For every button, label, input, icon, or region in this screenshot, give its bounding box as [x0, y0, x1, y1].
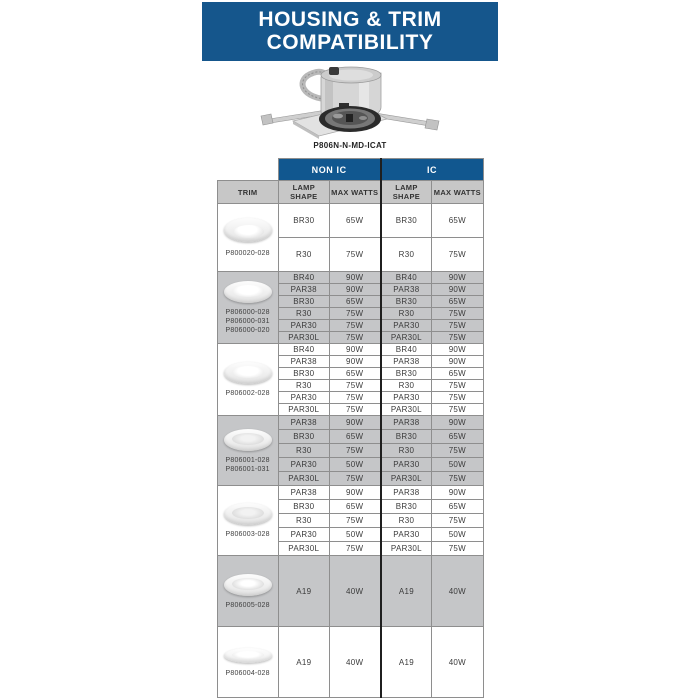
max-watts-cell: 75W — [432, 320, 483, 332]
lamp-shape-cell: PAR30L — [278, 404, 329, 416]
trim-code: P806001-031 — [225, 465, 270, 473]
max-watts-cell: 75W — [432, 542, 483, 556]
lamp-shape-cell: BR30 — [278, 430, 329, 444]
trim-section — [217, 204, 483, 272]
max-watts-cell: 75W — [432, 238, 483, 272]
lamp-shape-cell: BR40 — [381, 272, 432, 284]
max-watts-cell: 75W — [432, 380, 483, 392]
trim-baffle-image — [223, 428, 273, 452]
lamp-shape-cell: PAR30L — [381, 472, 432, 486]
max-watts-cell: 75W — [432, 404, 483, 416]
max-watts-cell: 65W — [329, 204, 380, 238]
lamp-shape-cell: A19 — [278, 556, 329, 627]
table-head — [217, 159, 483, 204]
trim-section — [217, 627, 483, 698]
lamp-shape-cell: BR30 — [278, 296, 329, 308]
max-watts-cell: 50W — [329, 458, 380, 472]
trim-section — [217, 344, 483, 416]
column-header-max-watts: MAX WATTS — [329, 181, 380, 204]
max-watts-cell: 75W — [329, 320, 380, 332]
max-watts-cell: 40W — [329, 627, 380, 698]
max-watts-cell: 50W — [432, 458, 483, 472]
max-watts-cell: 90W — [329, 272, 380, 284]
trim-cell — [217, 204, 278, 272]
trim-inner-cone — [232, 578, 264, 590]
trim-section — [217, 272, 483, 344]
lamp-shape-cell: PAR38 — [278, 486, 329, 500]
lamp-shape-cell: BR40 — [381, 344, 432, 356]
lamp-shape-cell: PAR30 — [381, 458, 432, 472]
table-row — [217, 416, 483, 430]
trim-code: P806003-028 — [225, 531, 270, 538]
max-watts-cell: 90W — [432, 356, 483, 368]
trim-code: P806005-028 — [225, 601, 270, 609]
table-corner-blank — [217, 159, 278, 181]
lamp-shape-cell: PAR30L — [278, 332, 329, 344]
trim-cell — [217, 344, 278, 416]
column-header-lamp-shape: LAMP SHAPE — [278, 181, 329, 204]
column-header-max-watts: MAX WATTS — [432, 181, 483, 204]
lamp-shape-cell: BR30 — [381, 500, 432, 514]
lamp-shape-cell: A19 — [381, 556, 432, 627]
lamp-shape-cell: PAR30L — [381, 542, 432, 556]
max-watts-cell: 65W — [432, 204, 483, 238]
max-watts-cell: 65W — [432, 368, 483, 380]
group-header-ic: IC — [381, 159, 483, 181]
max-watts-cell: 40W — [432, 627, 483, 698]
table-row — [217, 627, 483, 698]
trim-cell — [217, 486, 278, 556]
lamp-shape-cell: PAR30L — [381, 404, 432, 416]
lamp-shape-cell: R30 — [381, 514, 432, 528]
trim-code: P806004-028 — [225, 669, 270, 677]
lamp-shape-cell: PAR30L — [278, 542, 329, 556]
lamp-shape-cell: BR40 — [278, 344, 329, 356]
trim-code: P806000-028 — [225, 309, 270, 316]
lamp-shape-cell: A19 — [381, 627, 432, 698]
max-watts-cell: 75W — [329, 380, 380, 392]
trim-baffle-image — [223, 502, 273, 526]
lamp-shape-cell: PAR38 — [278, 416, 329, 430]
max-watts-cell: 75W — [329, 472, 380, 486]
lamp-shape-cell: PAR30 — [381, 320, 432, 332]
max-watts-cell: 75W — [329, 444, 380, 458]
table-row — [217, 344, 483, 356]
lamp-shape-cell: PAR38 — [381, 486, 432, 500]
trim-open-image — [223, 280, 273, 304]
max-watts-cell: 90W — [329, 356, 380, 368]
max-watts-cell: 75W — [329, 514, 380, 528]
trim-code: P806002-028 — [225, 390, 270, 397]
lamp-shape-cell: PAR38 — [381, 356, 432, 368]
lamp-shape-cell: PAR30 — [381, 392, 432, 404]
trim-inner-cone — [234, 225, 264, 238]
lamp-shape-cell: BR30 — [381, 368, 432, 380]
trim-inner-cone — [232, 366, 264, 378]
page-title-line1: HOUSING & TRIM — [258, 8, 442, 31]
trim-cell — [217, 272, 278, 344]
max-watts-cell: 65W — [432, 500, 483, 514]
max-watts-cell: 75W — [329, 542, 380, 556]
lamp-shape-cell: A19 — [278, 627, 329, 698]
lamp-shape-cell: R30 — [278, 514, 329, 528]
lamp-shape-cell: R30 — [278, 380, 329, 392]
trim-cell — [217, 627, 278, 698]
max-watts-cell: 65W — [432, 296, 483, 308]
lamp-shape-cell: PAR38 — [278, 284, 329, 296]
max-watts-cell: 65W — [432, 430, 483, 444]
max-watts-cell: 75W — [432, 308, 483, 320]
max-watts-cell: 90W — [432, 284, 483, 296]
max-watts-cell: 90W — [432, 272, 483, 284]
max-watts-cell: 50W — [329, 528, 380, 542]
column-header-lamp-shape: LAMP SHAPE — [381, 181, 432, 204]
compatibility-table — [217, 158, 484, 698]
trim-open-image — [223, 361, 273, 385]
lamp-shape-cell: PAR30 — [278, 458, 329, 472]
max-watts-cell: 90W — [329, 416, 380, 430]
max-watts-cell: 90W — [432, 344, 483, 356]
trim-shallow-image — [223, 647, 273, 665]
recessed-housing-illustration — [255, 63, 445, 139]
table-row — [217, 204, 483, 238]
lamp-shape-cell: BR30 — [381, 430, 432, 444]
trim-code: P806000-031 — [225, 318, 270, 325]
max-watts-cell: 65W — [329, 296, 380, 308]
trim-section — [217, 486, 483, 556]
trim-inner-cone — [232, 285, 264, 297]
lamp-shape-cell: PAR30 — [381, 528, 432, 542]
max-watts-cell: 65W — [329, 500, 380, 514]
max-watts-cell: 40W — [432, 556, 483, 627]
trim-code: P800020-028 — [225, 250, 270, 257]
table-row — [217, 486, 483, 500]
lamp-shape-cell: R30 — [381, 238, 432, 272]
max-watts-cell: 40W — [329, 556, 380, 627]
lamp-shape-cell: BR30 — [278, 500, 329, 514]
max-watts-cell: 65W — [329, 368, 380, 380]
lamp-shape-cell: BR30 — [278, 204, 329, 238]
trim-section — [217, 556, 483, 627]
lamp-shape-cell: PAR30L — [278, 472, 329, 486]
group-header-non-ic: NON IC — [278, 159, 380, 181]
lamp-shape-cell: BR40 — [278, 272, 329, 284]
lamp-shape-cell: R30 — [278, 308, 329, 320]
trim-section — [217, 416, 483, 486]
lamp-shape-cell: PAR38 — [381, 416, 432, 430]
trim-inner-cone — [232, 433, 264, 445]
lamp-shape-cell: BR30 — [278, 368, 329, 380]
page-title-banner — [202, 2, 498, 61]
max-watts-cell: 90W — [329, 486, 380, 500]
max-watts-cell: 90W — [432, 416, 483, 430]
max-watts-cell: 75W — [329, 404, 380, 416]
lamp-shape-cell: PAR38 — [381, 284, 432, 296]
product-code: P806N-N-MD-ICAT — [313, 141, 387, 150]
lamp-shape-cell: R30 — [381, 444, 432, 458]
max-watts-cell: 75W — [432, 392, 483, 404]
group-header-row — [217, 159, 483, 181]
column-header-trim: TRIM — [217, 181, 278, 204]
lamp-shape-cell: R30 — [381, 308, 432, 320]
trim-inner-cone — [232, 651, 264, 659]
column-header-row — [217, 181, 483, 204]
max-watts-cell: 75W — [329, 332, 380, 344]
lamp-shape-cell: R30 — [381, 380, 432, 392]
max-watts-cell: 65W — [329, 430, 380, 444]
max-watts-cell: 90W — [432, 486, 483, 500]
trim-eyeball-image — [223, 217, 273, 245]
max-watts-cell: 50W — [432, 528, 483, 542]
max-watts-cell: 90W — [329, 344, 380, 356]
lamp-shape-cell: R30 — [278, 444, 329, 458]
max-watts-cell: 75W — [432, 514, 483, 528]
trim-cone-image — [223, 573, 273, 597]
trim-inner-cone — [232, 507, 264, 519]
max-watts-cell: 75W — [432, 472, 483, 486]
lamp-shape-cell: PAR30 — [278, 392, 329, 404]
max-watts-cell: 75W — [329, 392, 380, 404]
trim-cell — [217, 556, 278, 627]
recessed-housing-photo — [255, 63, 445, 139]
trim-code: P806000-020 — [225, 327, 270, 334]
trim-code: P806001-028 — [225, 456, 270, 464]
trim-cell — [217, 416, 278, 486]
lamp-shape-cell: BR30 — [381, 296, 432, 308]
table-row — [217, 556, 483, 627]
max-watts-cell: 90W — [329, 284, 380, 296]
lamp-shape-cell: R30 — [278, 238, 329, 272]
lamp-shape-cell: PAR30 — [278, 320, 329, 332]
lamp-shape-cell: PAR38 — [278, 356, 329, 368]
max-watts-cell: 75W — [432, 332, 483, 344]
page-title-line2: COMPATIBILITY — [266, 31, 434, 54]
max-watts-cell: 75W — [432, 444, 483, 458]
lamp-shape-cell: PAR30L — [381, 332, 432, 344]
max-watts-cell: 75W — [329, 238, 380, 272]
lamp-shape-cell: BR30 — [381, 204, 432, 238]
max-watts-cell: 75W — [329, 308, 380, 320]
lamp-shape-cell: PAR30 — [278, 528, 329, 542]
table-row — [217, 272, 483, 284]
